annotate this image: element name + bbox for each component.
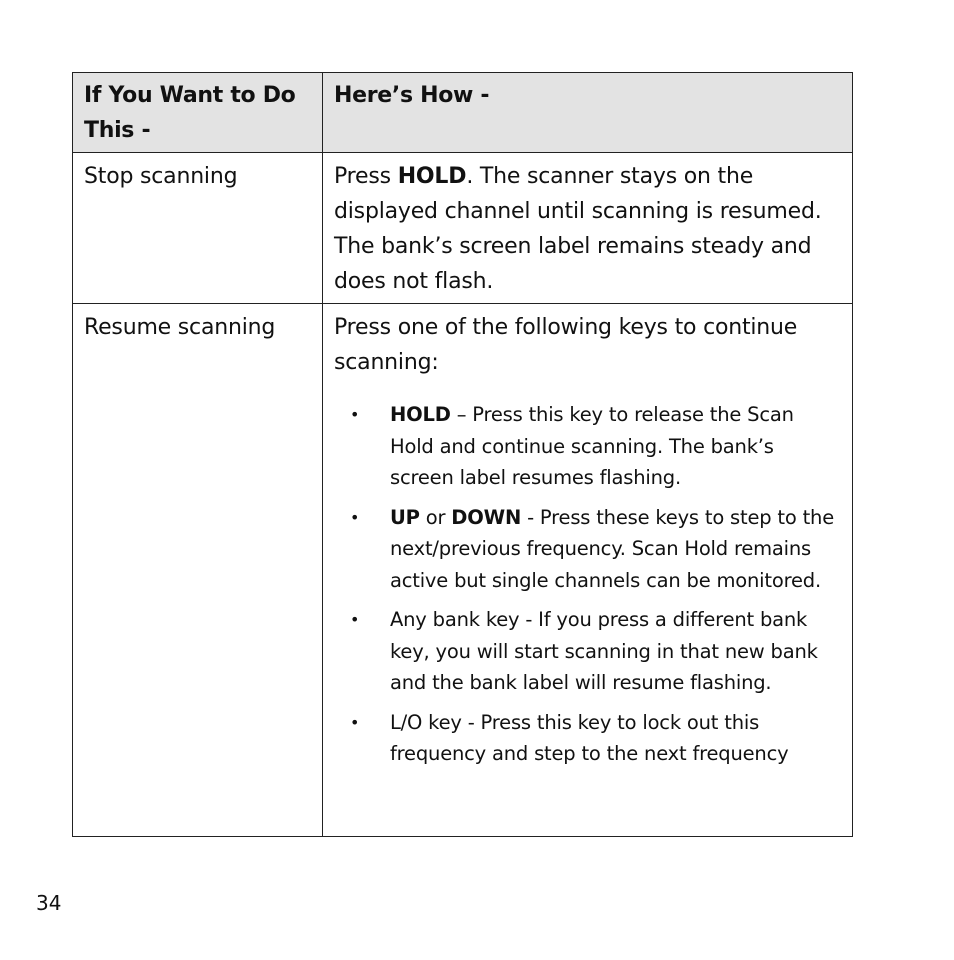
action-cell: Resume scanning [73, 304, 323, 837]
item-text: - Press these keys to step to the next/previous frequency. Scan Hold remains active but single channels can be monitored. [390, 505, 835, 592]
bullet-icon: • [350, 610, 360, 629]
item-connector: or [419, 505, 452, 529]
column-header-action: If You Want to Do This - [73, 73, 323, 153]
table-row [73, 304, 853, 837]
column-header-how: Here’s How - [323, 73, 853, 153]
how-text-post: . The scanner stays on the displayed channel until scanning is resumed. The bank’s screen label remains steady and does not flash. [334, 164, 822, 294]
bullet-icon: • [350, 507, 360, 527]
instruction-table [72, 72, 853, 837]
key-list [334, 399, 842, 770]
table-header-row [73, 73, 853, 153]
how-cell [323, 153, 853, 304]
key-name: HOLD [397, 164, 467, 189]
table-row [73, 153, 853, 304]
list-item [334, 604, 842, 699]
key-name: DOWN [451, 505, 522, 529]
key-name: HOLD [390, 403, 451, 426]
action-cell: Stop scanning [73, 153, 323, 304]
key-name: UP [390, 505, 420, 529]
how-text-pre: Press [334, 164, 398, 189]
bullet-icon: • [350, 405, 360, 424]
page-number: 34 [36, 891, 62, 915]
bullet-icon: • [350, 712, 360, 732]
list-item [334, 399, 842, 494]
list-item [334, 502, 842, 597]
item-text: L/O key - Press this key to lock out this frequency and step to the next frequency [390, 710, 789, 765]
how-intro: Press one of the following keys to continue scanning: [334, 315, 798, 375]
how-cell [323, 304, 853, 837]
item-text: Any bank key - If you press a different bank key, you will start scanning in that new bank and the bank label will resume flashing. [390, 608, 818, 694]
list-item [334, 707, 842, 770]
item-text: – Press this key to release the Scan Hold and continue scanning. The bank’s screen label resumes flashing. [390, 403, 794, 489]
